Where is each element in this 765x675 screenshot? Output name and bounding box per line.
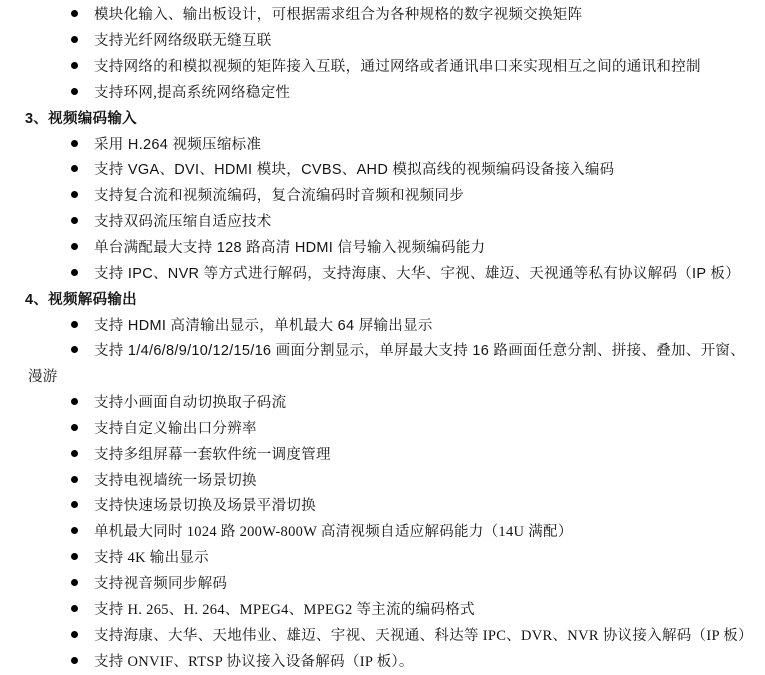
bullet-item xyxy=(0,389,765,415)
bullet-icon xyxy=(71,631,78,638)
bullet-icon xyxy=(71,140,78,147)
line-text: 支持多组屏幕一套软件统一调度管理 xyxy=(94,446,331,463)
section-heading xyxy=(0,285,765,311)
bullet-icon xyxy=(71,243,78,250)
line-text: 支持 ONVIF、RTSP 协议接入设备解码（IP 板）。 xyxy=(94,653,414,670)
line-text: 支持网络的和模拟视频的矩阵接入互联，通过网络或者通讯串口来实现相互之间的通讯和控制 xyxy=(94,59,701,76)
line-text: 采用 H.264 视频压缩标准 xyxy=(94,136,262,153)
bullet-item xyxy=(0,415,765,441)
bullet-item xyxy=(0,337,765,363)
line-text: 支持快速场景切换及场景平滑切换 xyxy=(94,498,316,515)
bullet-icon xyxy=(71,476,78,483)
bullet-icon xyxy=(71,657,78,664)
line-text: 模块化输入、输出板设计，可根据需求组合为各种规格的数字视频交换矩阵 xyxy=(94,7,583,24)
bullet-icon xyxy=(71,217,78,224)
bullet-item xyxy=(0,53,765,79)
bullet-icon xyxy=(71,346,78,353)
line-text: 支持海康、大华、天地伟业、雄迈、宇视、天视通、科达等 IPC、DVR、NVR 协议接入解码（IP 板） xyxy=(94,627,753,644)
bullet-icon xyxy=(71,88,78,95)
bullet-item xyxy=(0,130,765,156)
line-text: 支持复合流和视频流编码，复合流编码时音频和视频同步 xyxy=(94,188,464,205)
bullet-icon xyxy=(71,36,78,43)
bullet-icon xyxy=(71,605,78,612)
section-heading-text: 4、视频解码输出 xyxy=(25,291,137,308)
bullet-item xyxy=(0,259,765,285)
line-text: 支持 VGA、DVI、HDMI 模块，CVBS、AHD 模拟高线的视频编码设备接入编码 xyxy=(94,162,615,179)
bullet-item xyxy=(0,440,765,466)
line-text: 支持 IPC、NVR 等方式进行解码，支持海康、大华、宇视、雄迈、天视通等私有协议解码（IP 板） xyxy=(94,265,741,282)
line-text: 支持小画面自动切换取子码流 xyxy=(94,395,287,412)
section-heading-text: 3、视频编码输入 xyxy=(25,110,137,127)
bullet-item xyxy=(0,27,765,53)
bullet-icon xyxy=(71,269,78,276)
bullet-icon xyxy=(71,579,78,586)
bullet-item xyxy=(0,208,765,234)
bullet-icon xyxy=(71,10,78,17)
bullet-item xyxy=(0,570,765,596)
bullet-item xyxy=(0,79,765,105)
bullet-icon xyxy=(71,191,78,198)
line-text: 支持光纤网络级联无缝互联 xyxy=(94,33,272,50)
line-text: 支持环网,提高系统网络稳定性 xyxy=(94,84,291,101)
bullet-icon xyxy=(71,501,78,508)
bullet-item xyxy=(0,1,765,27)
section-heading xyxy=(0,104,765,130)
bullet-item xyxy=(0,182,765,208)
line-text: 支持视音频同步解码 xyxy=(94,575,228,592)
bullet-item xyxy=(0,595,765,621)
line-text: 支持自定义输出口分辨率 xyxy=(94,420,257,437)
line-text: 支持电视墙统一场景切换 xyxy=(94,472,257,489)
bullet-icon xyxy=(71,450,78,457)
bullet-item xyxy=(0,492,765,518)
bullet-icon xyxy=(71,553,78,560)
bullet-item xyxy=(0,156,765,182)
bullet-item xyxy=(0,234,765,260)
bullet-icon xyxy=(71,424,78,431)
line-text: 支持双码流压缩自适应技术 xyxy=(94,214,272,231)
bullet-icon xyxy=(71,398,78,405)
bullet-item xyxy=(0,311,765,337)
line-text: 支持 HDMI 高清输出显示，单机最大 64 屏输出显示 xyxy=(94,317,433,334)
bullet-icon xyxy=(71,62,78,69)
line-text: 支持 4K 输出显示 xyxy=(94,550,209,567)
line-text: 支持 H. 265、H. 264、MPEG4、MPEG2 等主流的编码格式 xyxy=(94,601,475,618)
continuation-text: 漫游 xyxy=(28,369,58,386)
bullet-item xyxy=(0,544,765,570)
bullet-icon xyxy=(71,527,78,534)
bullet-item xyxy=(0,518,765,544)
bullet-icon xyxy=(71,165,78,172)
bullet-icon xyxy=(71,321,78,328)
line-text: 单台满配最大支持 128 路高清 HDMI 信号输入视频编码能力 xyxy=(94,240,486,257)
line-text: 支持 1/4/6/8/9/10/12/15/16 画面分割显示，单屏最大支持 16 路画面任意分割、拼接、叠加、开窗、 xyxy=(94,343,746,360)
bullet-item xyxy=(0,621,765,647)
bullet-item xyxy=(0,466,765,492)
line-text: 单机最大同时 1024 路 200W-800W 高清视频自适应解码能力（14U 满配） xyxy=(94,524,573,541)
continuation-line xyxy=(0,363,765,389)
bullet-item xyxy=(0,647,765,673)
